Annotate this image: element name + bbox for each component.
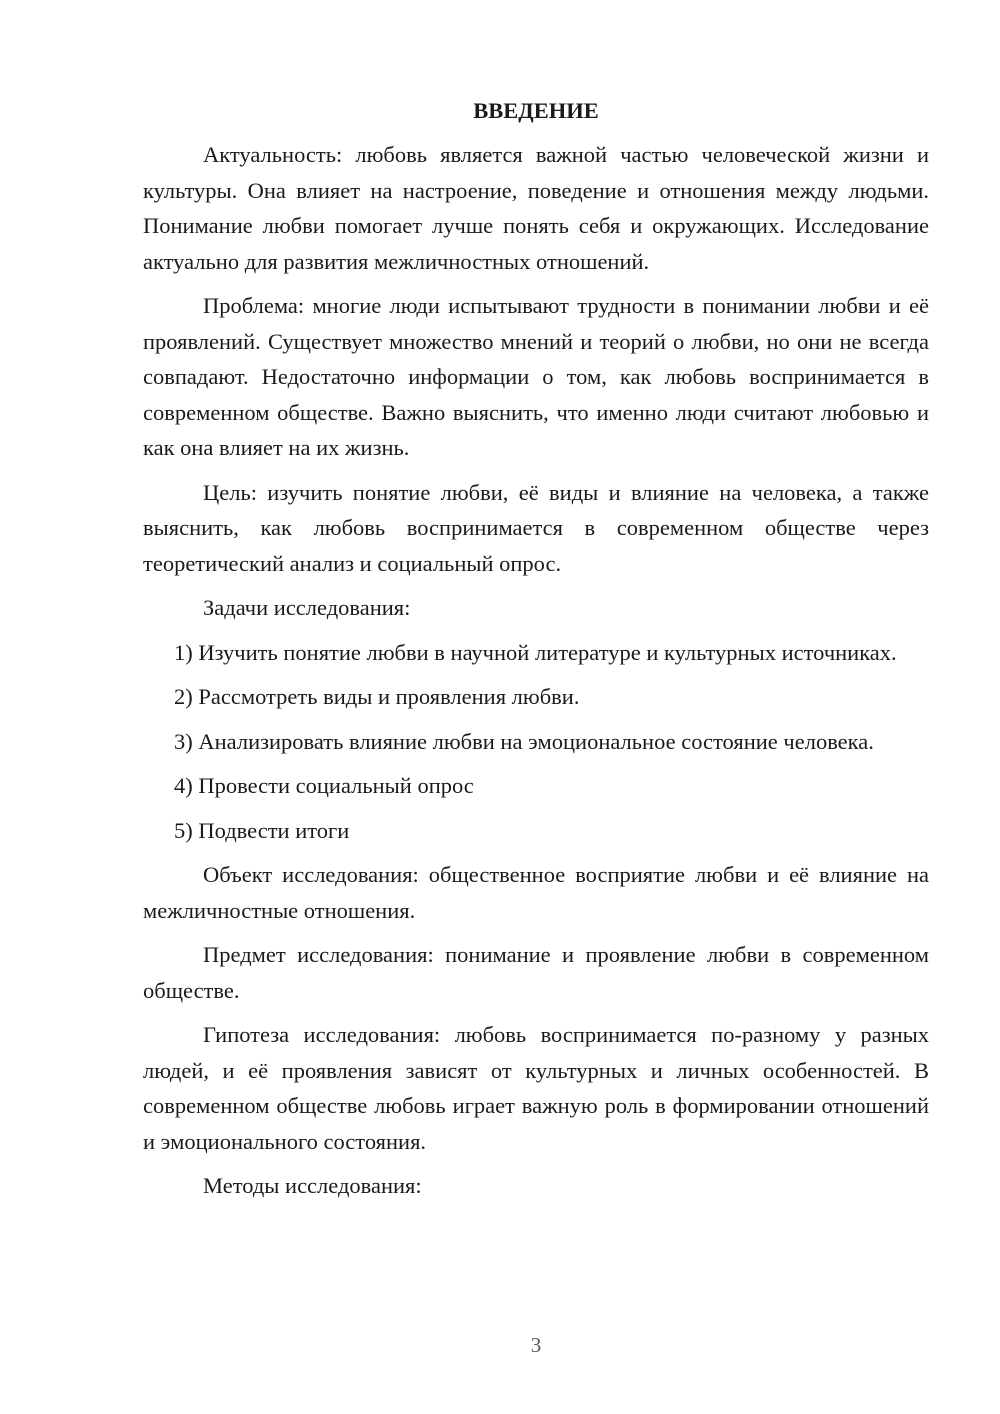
task-item-4: 4) Провести социальный опрос (174, 773, 474, 798)
subject-paragraph: Предмет исследования: понимание и проявление любви в современном обществе. (143, 942, 929, 1003)
page-title: ВВЕДЕНИЕ (473, 98, 599, 123)
relevance-paragraph: Актуальность: любовь является важной частью человеческой жизни и культуры. Она влияет на настроение, поведение и отношения между людьми. Понимание любви помогает лучше понять себя и окружающих. Исследование актуально для развития межличностных отношений. (143, 142, 929, 274)
goal-paragraph: Цель: изучить понятие любви, её виды и влияние на человека, а также выяснить, как любовь воспринимается в современном обществе через теоретический анализ и социальный опрос. (143, 479, 929, 576)
hypothesis-paragraph: Гипотеза исследования: любовь воспринимается по-разному у разных людей, и её проявления зависят от культурных и личных особенностей. В современном обществе любовь играет важную роль в формировании отношений и эмоционального состояния. (143, 1022, 929, 1154)
task-item-1: 1) Изучить понятие любви в научной литературе и культурных источниках. (174, 639, 897, 665)
task-item-5: 5) Подвести итоги (174, 817, 350, 843)
object-paragraph: Объект исследования: общественное восприятие любви и её влияние на межличностные отношения. (143, 862, 929, 923)
problem-paragraph: Проблема: многие люди испытывают трудности в понимании любви и её проявлений. Существует множество мнений и теорий о любви, но они не всегда совпадают. Недостаточно информации о том, как любовь воспринимается в современном обществе. Важно выяснить, что именно люди считают любовью и как она влияет на их жизнь. (143, 293, 929, 460)
task-item-3: 3) Анализировать влияние любви на эмоциональное состояние человека. (174, 728, 874, 754)
tasks-heading: Задачи исследования: (203, 595, 411, 620)
page-number: 3 (530, 1333, 542, 1357)
page-content (143, 94, 929, 1213)
methods-heading: Методы исследования: (203, 1173, 422, 1198)
task-item-2: 2) Рассмотреть виды и проявления любви. (174, 684, 580, 709)
